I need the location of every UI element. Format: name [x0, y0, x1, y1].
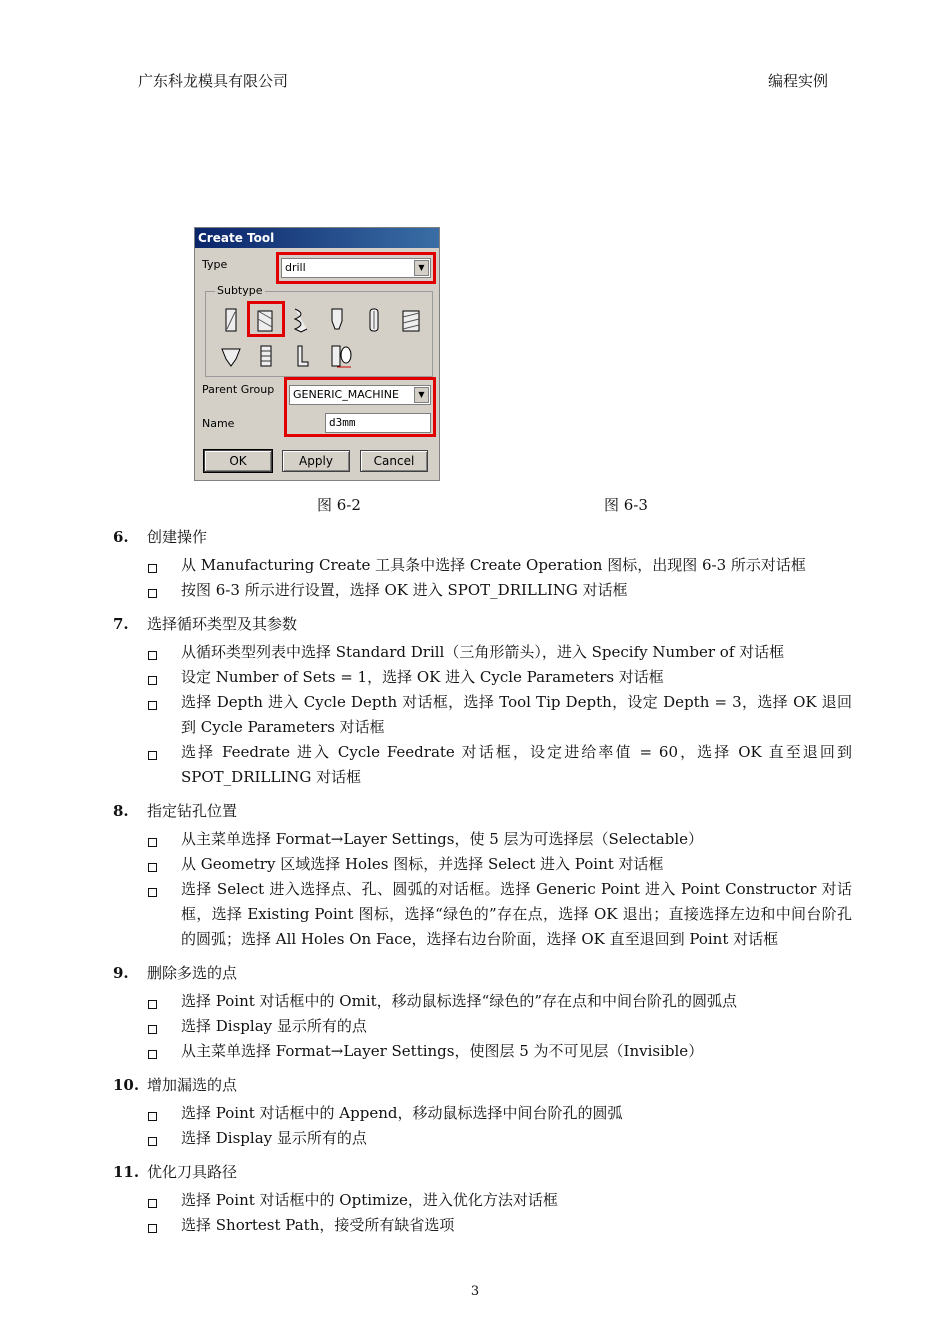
list-item — [146, 852, 852, 877]
create-tool-dialog — [194, 227, 440, 481]
list-item — [146, 640, 852, 665]
checkbox-bullet-icon — [148, 863, 157, 872]
checkbox-bullet-icon — [148, 1199, 157, 1208]
list-item-text: 选择 Point 对话框中的 Optimize，进入优化方法对话框 — [181, 1191, 558, 1209]
parent-group-value: GENERIC_MACHINE — [293, 388, 399, 401]
center-drill-icon[interactable] — [220, 307, 242, 333]
type-dropdown[interactable] — [281, 258, 431, 278]
chevron-down-icon[interactable]: ▼ — [414, 387, 429, 403]
checkbox-bullet-icon — [148, 888, 157, 897]
checkbox-bullet-icon — [148, 751, 157, 760]
list-item — [146, 690, 852, 740]
apply-button[interactable]: Apply — [282, 450, 350, 472]
parent-group-label: Parent Group — [202, 383, 275, 396]
checkbox-bullet-icon — [148, 564, 157, 573]
checkbox-bullet-icon — [148, 589, 157, 598]
subtype-label: Subtype — [217, 284, 263, 297]
twist-drill-icon[interactable] — [290, 307, 312, 333]
list-item-text: 从主菜单选择 Format→Layer Settings，使 5 层为可选择层（Selectable） — [181, 830, 704, 848]
boring-bar-icon[interactable] — [291, 343, 313, 369]
name-value: d3mm — [329, 416, 356, 429]
checkbox-bullet-icon — [148, 676, 157, 685]
thread-mill-icon[interactable] — [255, 343, 277, 369]
list-item — [146, 877, 852, 952]
list-item-text: 按图 6-3 所示进行设置，选择 OK 进入 SPOT_DRILLING 对话框 — [181, 581, 628, 599]
list-item-text: 选择 Shortest Path，接受所有缺省选项 — [181, 1216, 455, 1234]
list-item-text: 选择 Display 显示所有的点 — [181, 1129, 367, 1147]
list-item — [146, 578, 852, 603]
checkbox-bullet-icon — [148, 1025, 157, 1034]
list-item-text: 从 Geometry 区域选择 Holes 图标，并选择 Select 进入 Point 对话框 — [181, 855, 664, 873]
section-heading — [113, 1074, 237, 1095]
list-item — [146, 1188, 852, 1213]
list-item — [146, 989, 852, 1014]
section-heading — [113, 1161, 237, 1182]
checkbox-bullet-icon — [148, 701, 157, 710]
list-item-text: 选择 Feedrate 进入 Cycle Feedrate 对话框，设定进给率值 = 60，选择 OK 直至退回到 SPOT_DRILLING 对话框 — [181, 743, 852, 786]
list-item — [146, 1039, 852, 1064]
countersink-icon[interactable] — [329, 343, 351, 369]
figure-caption-6-2: 图 6-2 — [317, 496, 361, 514]
list-item-text: 设定 Number of Sets = 1，选择 OK 进入 Cycle Parameters 对话框 — [181, 668, 664, 686]
list-item-text: 选择 Point 对话框中的 Append，移动鼠标选择中间台阶孔的圆弧 — [181, 1104, 623, 1122]
list-item-text: 选择 Select 进入选择点、孔、圆弧的对话框。选择 Generic Point 进入 Point Constructor 对话框，选择 Existing Point 图标，选择“绿色的”存在点，选择 OK 退出；直接选择左边和中间台阶孔的圆弧；选择 All Holes On Face，选择右边台阶面，选择 OK 直至退回到 Point 对话框 — [181, 880, 852, 948]
counterbore-icon[interactable] — [220, 343, 242, 369]
checkbox-bullet-icon — [148, 838, 157, 847]
list-item — [146, 827, 852, 852]
page-header-title: 编程实例 — [768, 72, 829, 90]
section-heading — [113, 962, 237, 983]
list-item-text: 从 Manufacturing Create 工具条中选择 Create Operation 图标，出现图 6-3 所示对话框 — [181, 556, 806, 574]
cancel-button[interactable]: Cancel — [360, 450, 428, 472]
dialog-title: Create Tool — [195, 228, 439, 248]
list-item-text: 选择 Display 显示所有的点 — [181, 1017, 367, 1035]
page-number: 3 — [470, 1284, 480, 1299]
list-item-text: 选择 Depth 进入 Cycle Depth 对话框，选择 Tool Tip Depth，设定 Depth = 3，选择 OK 退回到 Cycle Parameters 对话框 — [181, 693, 852, 736]
spot-drill-icon[interactable] — [255, 307, 277, 333]
type-label: Type — [202, 258, 228, 271]
list-item — [146, 740, 852, 790]
list-item-text: 选择 Point 对话框中的 Omit，移动鼠标选择“绿色的”存在点和中间台阶孔的圆弧点 — [181, 992, 737, 1010]
section-title: 增加漏选的点 — [147, 1076, 238, 1094]
checkbox-bullet-icon — [148, 1050, 157, 1059]
checkbox-bullet-icon — [148, 651, 157, 660]
checkbox-bullet-icon — [148, 1224, 157, 1233]
section-number: 6. — [113, 528, 129, 546]
section-heading — [113, 526, 207, 547]
checkbox-bullet-icon — [148, 1137, 157, 1146]
section-heading — [113, 800, 237, 821]
checkbox-bullet-icon — [148, 1112, 157, 1121]
section-number: 8. — [113, 802, 129, 820]
list-item — [146, 665, 852, 690]
step-drill-icon[interactable] — [327, 307, 349, 333]
tap-icon[interactable] — [400, 307, 422, 333]
ok-button[interactable]: OK — [204, 450, 272, 472]
section-title: 删除多选的点 — [147, 964, 238, 982]
chevron-down-icon[interactable]: ▼ — [414, 260, 429, 276]
section-number: 7. — [113, 615, 129, 633]
checkbox-bullet-icon — [148, 1000, 157, 1009]
section-number: 10. — [113, 1076, 140, 1094]
list-item — [146, 1213, 852, 1238]
page-header-company: 广东科龙模具有限公司 — [138, 72, 289, 90]
section-title: 选择循环类型及其参数 — [147, 615, 298, 633]
reamer-icon[interactable] — [363, 307, 385, 333]
type-value: drill — [285, 261, 306, 274]
list-item-text: 从循环类型列表中选择 Standard Drill（三角形箭头），进入 Specify Number of 对话框 — [181, 643, 785, 661]
list-item — [146, 1101, 852, 1126]
figure-caption-6-3: 图 6-3 — [604, 496, 648, 514]
name-label: Name — [202, 417, 235, 430]
parent-group-dropdown[interactable] — [289, 385, 431, 405]
list-item — [146, 1014, 852, 1039]
list-item — [146, 1126, 852, 1151]
section-heading — [113, 613, 297, 634]
list-item-text: 从主菜单选择 Format→Layer Settings，使图层 5 为不可见层（Invisible） — [181, 1042, 704, 1060]
section-number: 9. — [113, 964, 129, 982]
list-item — [146, 553, 852, 578]
section-title: 优化刀具路径 — [147, 1163, 238, 1181]
name-input[interactable] — [325, 413, 431, 433]
section-number: 11. — [113, 1163, 140, 1181]
section-title: 创建操作 — [147, 528, 208, 546]
section-title: 指定钻孔位置 — [147, 802, 238, 820]
